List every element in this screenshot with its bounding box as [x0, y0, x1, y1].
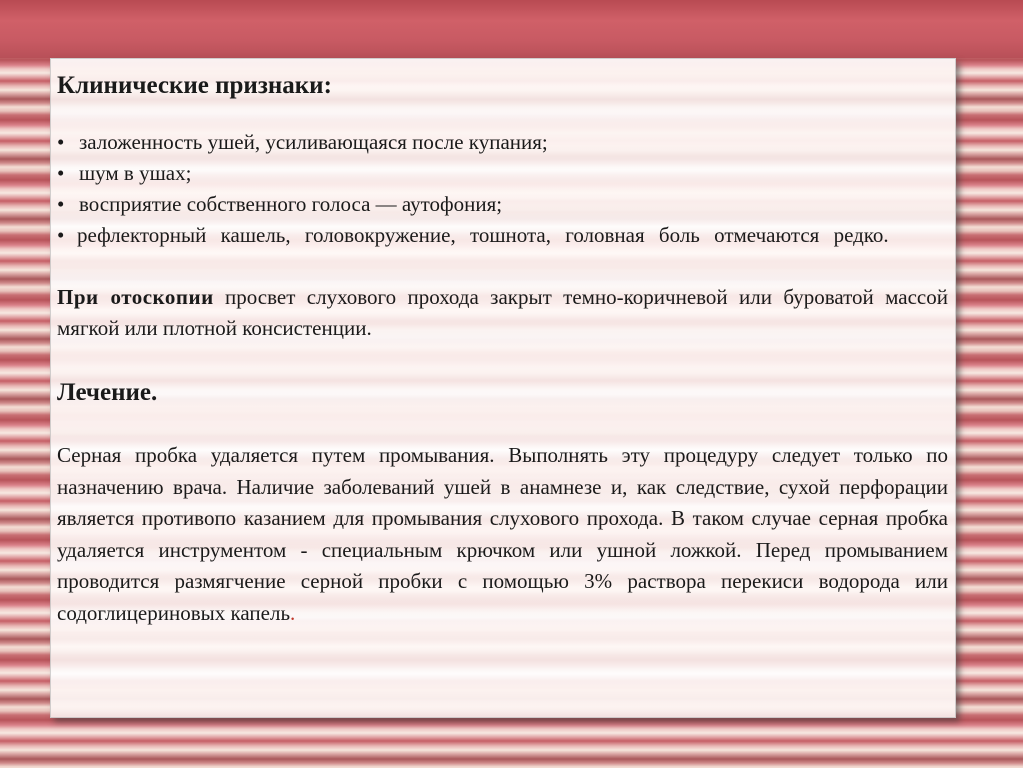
heading-clinical-signs: Клинические признаки: — [57, 72, 332, 99]
list-item — [57, 158, 948, 189]
spacer — [57, 344, 948, 377]
otoscopy-text: просвет слухового прохода закрыт темно-коричневой или буроватой массой мягкой или плотной консистенции. — [57, 285, 948, 340]
treatment-text: Серная пробка удаляется путем промывания. Выполнять эту процедуру следует только по назначению врача. Наличие заболеваний ушей в анамнезе и, как следствие, сухой перфорации является противопо казанием для промывания слухового прохода. В таком случае серная пробка удаляется инструментом - специальным крючком или ушной ложкой. Перед промыванием проводится размягчение серной пробки с помощью 3% раствора перекиси водорода или содоглицериновых капель — [57, 443, 948, 625]
heading-treatment: Лечение. — [57, 379, 158, 406]
spacer — [57, 409, 948, 440]
list-item-text: шум в ушах; — [79, 161, 192, 185]
bullet-icon: • — [57, 223, 65, 247]
list-item — [57, 189, 948, 220]
list-item-text: рефлекторный кашель, головокружение, тошнота, головная боль отмечаются редко. — [77, 223, 889, 247]
list-item-text: заложенность ушей, усиливающаяся после купания; — [79, 130, 548, 154]
bullet-icon: • — [57, 192, 65, 216]
bullet-icon: • — [57, 130, 65, 154]
spacer — [57, 251, 948, 282]
list-item — [57, 127, 948, 158]
otoscopy-paragraph — [57, 282, 948, 344]
signs-list — [57, 127, 948, 251]
bullet-icon: • — [57, 161, 65, 185]
otoscopy-label: При отоскопии — [57, 285, 214, 309]
list-item-text: восприятие собственного голоса — аутофония; — [79, 192, 503, 216]
spacer — [57, 102, 948, 127]
content-panel — [50, 58, 956, 718]
treatment-paragraph — [57, 440, 948, 629]
background-top-band — [0, 0, 1023, 58]
treatment-end-mark: . — [290, 600, 296, 625]
list-item — [57, 220, 948, 251]
